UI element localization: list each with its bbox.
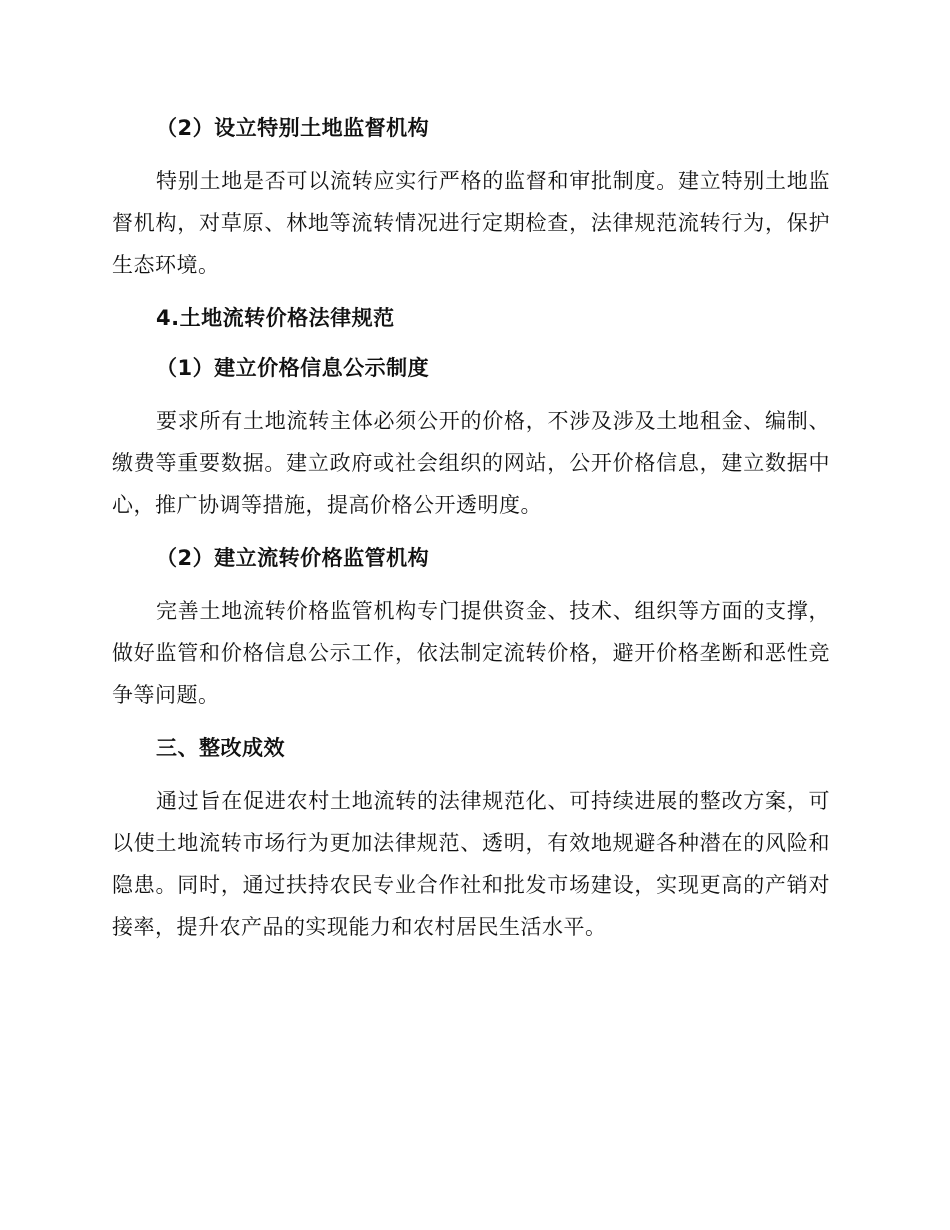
section-heading-special-land-supervision: （2）设立特别土地监督机构	[156, 116, 430, 140]
paragraph-price-supervision-agency: 完善土地流转价格监管机构专门提供资金、技术、组织等方面的支撑，做好监管和价格信息公示工作，依法制定流转价格，避开价格垄断和恶性竞争等问题。	[112, 599, 830, 707]
paragraph-rectification-results: 通过旨在促进农村土地流转的法律规范化、可持续进展的整改方案，可以使土地流转市场行为更加法律规范、透明，有效地规避各种潜在的风险和隐患。同时，通过扶持农民专业合作社和批发市场建设，实现更高的产销对接率，提升农产品的实现能力和农村居民生活水平。	[112, 789, 830, 939]
paragraph-price-disclosure: 要求所有土地流转主体必须公开的价格，不涉及涉及土地租金、编制、缴费等重要数据。建立政府或社会组织的网站，公开价格信息，建立数据中心，推广协调等措施，提高价格公开透明度。	[112, 409, 830, 517]
section-heading-rectification-results: 三、整改成效	[156, 736, 285, 760]
section-heading-price-supervision-agency: （2）建立流转价格监管机构	[156, 546, 430, 570]
document-body	[112, 110, 830, 948]
paragraph-special-land-supervision: 特别土地是否可以流转应实行严格的监督和审批制度。建立特别土地监督机构，对草原、林地等流转情况进行定期检查，法律规范流转行为，保护生态环境。	[112, 169, 830, 277]
section-heading-price-disclosure: （1）建立价格信息公示制度	[156, 356, 430, 380]
section-heading-price-regulation: 4.土地流转价格法律规范	[156, 306, 395, 330]
